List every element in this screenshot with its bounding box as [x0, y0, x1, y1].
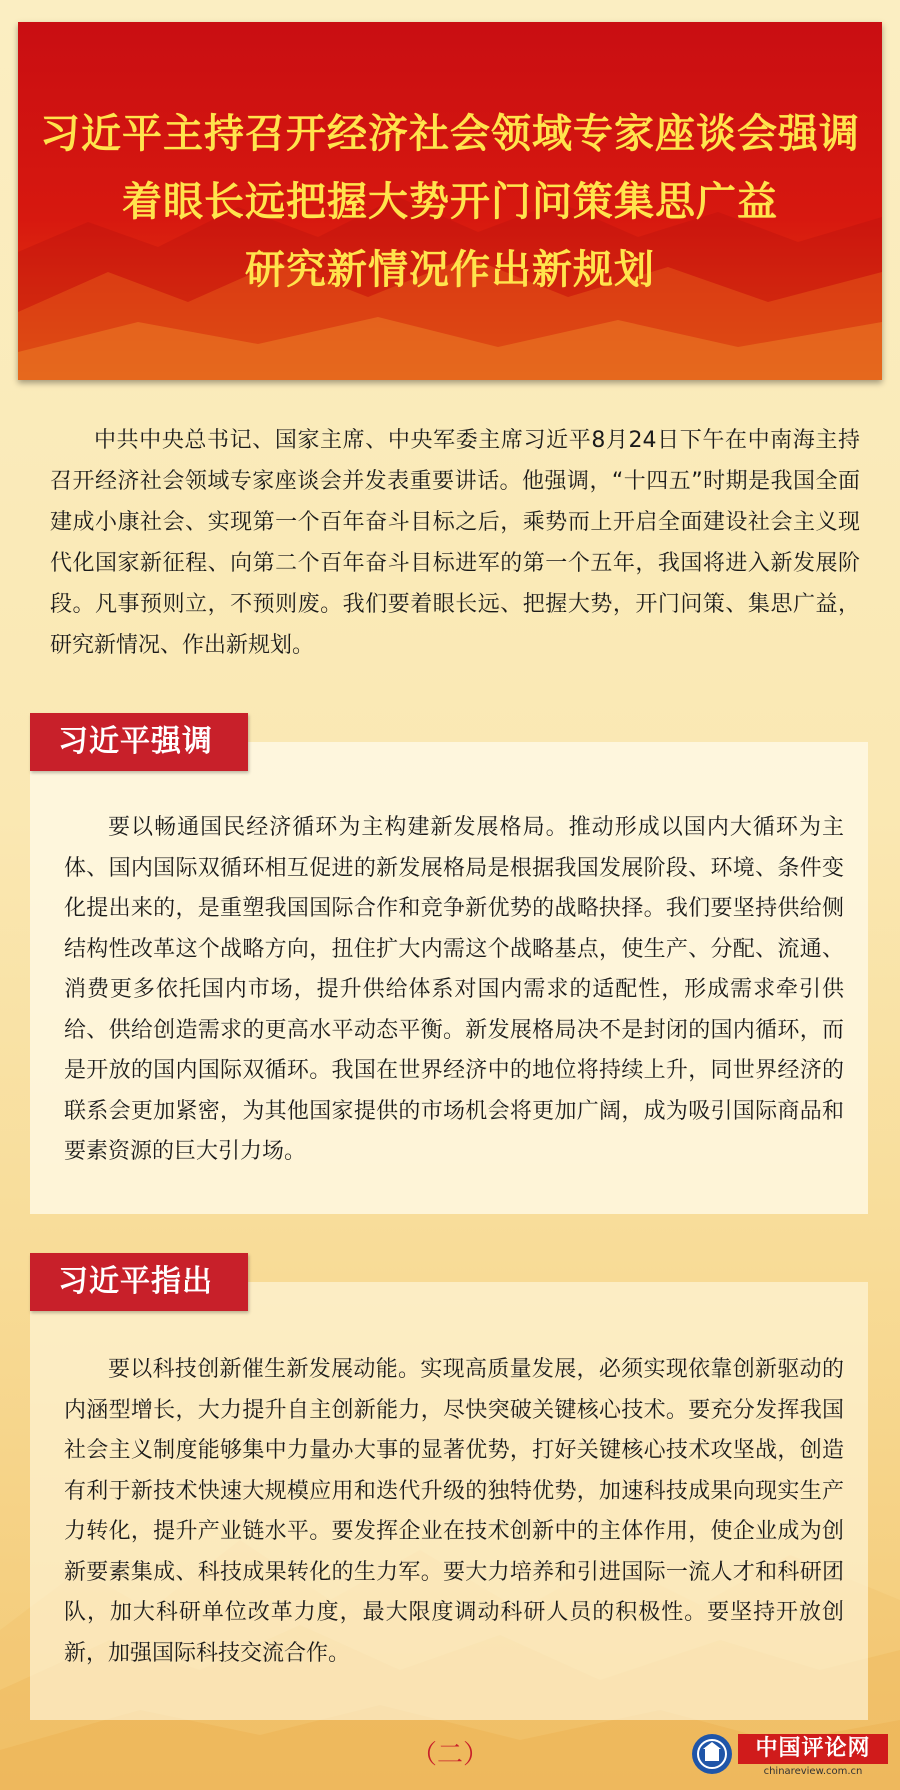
page-number: （二）	[410, 1740, 489, 1770]
intro-paragraph: 中共中央总书记、国家主席、中央军委主席习近平8月24日下午在中南海主持召开经济社会领域专家座谈会并发表重要讲话。他强调，“十四五”时期是我国全面建成小康社会、实现第一个百年奋斗目标之后，乘势而上开启全面建设社会主义现代化国家新征程、向第二个百年奋斗目标进军的第一个五年，我国将进入新发展阶段。凡事预则立，不预则废。我们要着眼长远、把握大势，开门问策、集思广益，研究新情况、作出新规划。	[50, 428, 860, 658]
headline-line-1: 习近平主持召开经济社会领域专家座谈会强调	[40, 111, 860, 157]
section-text-2: 要以科技创新催生新发展动能。实现高质量发展，必须实现依靠创新驱动的内涵型增长，大力提升自主创新能力，尽快突破关键核心技术。要充分发挥我国社会主义制度能够集中力量办大事的显著优势，打好关键核心技术攻坚战，创造有利于新技术快速大规模应用和迭代升级的独特优势，加速科技成果向现实生产力转化，提升产业链水平。要发挥企业在技术创新中的主体作用，使企业成为创新要素集成、科技成果转化的生力军。要大力培养和引进国际一流人才和科研团队，加大科研单位改革力度，最大限度调动科研人员的积极性。要坚持开放创新，加强国际科技交流合作。	[64, 1357, 844, 1666]
section-tag-2: 习近平指出	[30, 1253, 248, 1311]
logo-url: chinareview.com.cn	[763, 1766, 863, 1777]
headline-line-2: 着眼长远把握大势开门问策集思广益	[122, 179, 778, 225]
section-tag-1: 习近平强调	[30, 713, 248, 771]
site-logo[interactable]	[690, 1730, 890, 1782]
headline	[18, 100, 882, 304]
header-banner	[18, 22, 882, 380]
headline-line-3: 研究新情况作出新规划	[245, 247, 655, 293]
section-text-1: 要以畅通国民经济循环为主构建新发展格局。推动形成以国内大循环为主体、国内国际双循环相互促进的新发展格局是根据我国发展阶段、环境、条件变化提出来的，是重塑我国国际合作和竞争新优势的战略抉择。我们要坚持供给侧结构性改革这个战略方向，扭住扩大内需这个战略基点，使生产、分配、流通、消费更多依托国内市场，提升供给体系对国内需求的适配性，形成需求牵引供给、供给创造需求的更高水平动态平衡。新发展格局决不是封闭的国内循环，而是开放的国内国际双循环。我国在世界经济中的地位将持续上升，同世界经济的联系会更加紧密，为其他国家提供的市场机会将更加广阔，成为吸引国际商品和要素资源的巨大引力场。	[64, 815, 844, 1164]
logo-text: 中国评论网	[738, 1734, 888, 1764]
globe-emblem-icon	[690, 1732, 734, 1776]
